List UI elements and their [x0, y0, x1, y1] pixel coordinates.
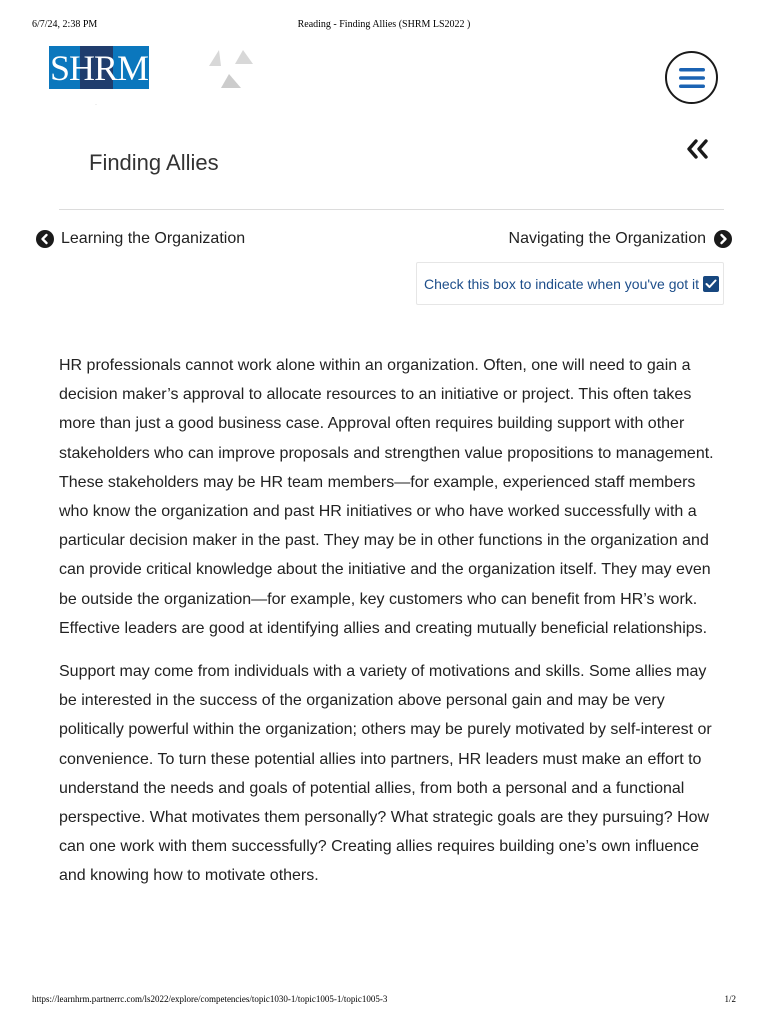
- faded-logo-mark-icon: [207, 46, 255, 90]
- circle-chevron-right-icon: [714, 230, 732, 248]
- completion-checkbox-panel[interactable]: [416, 262, 724, 305]
- print-document-title: Reading - Finding Allies (SHRM LS2022 ): [297, 19, 471, 30]
- logo-text: SHRM: [49, 47, 149, 88]
- shrm-logo[interactable]: [49, 46, 149, 89]
- hamburger-menu-icon: [679, 67, 705, 89]
- print-datetime: 6/7/24, 2:38 PM: [32, 19, 98, 30]
- decorative-dot: ·: [95, 102, 97, 108]
- print-page-number: 1/2: [724, 994, 736, 1004]
- header-divider: [59, 209, 724, 210]
- completion-checkbox[interactable]: [703, 276, 719, 292]
- circle-chevron-left-icon: [36, 230, 54, 248]
- body-paragraph: HR professionals cannot work alone within an organization. Often, one will need to gain a decision maker’s approval to allocate resources to an initiative or project. This often takes more than just a good business case. Approval often requires building support with other stakeholders who can improve proposals and strengthen value propositions to management. These stakeholders may be HR team members—for example, experienced staff members who know the organization and past HR initiatives or who have worked successfully with a particular decision maker in the past. They may be in other functions in the organization and can provide critical knowledge about the initiative and the organization itself. They may even be outside the organization—for example, key customers who can benefit from HR’s work. Effective leaders are good at identifying allies and creating mutually beneficial relationships.: [59, 357, 714, 637]
- checkmark-icon: [705, 279, 717, 289]
- completion-checkbox-label: Check this box to indicate when you've got it: [424, 275, 700, 292]
- next-topic-link[interactable]: [509, 229, 732, 249]
- print-url: https://learnhrm.partnerrc.com/ls2022/explore/competencies/topic1030-1/topic1005-1/topic1005-3: [32, 994, 388, 1004]
- print-header: [0, 19, 768, 33]
- double-chevron-left-icon: [685, 137, 711, 161]
- body-paragraph: Support may come from individuals with a variety of motivations and skills. Some allies may be interested in the success of the organization above personal gain and may be very politically powerful within the organization; others may be purely motivated by self-interest or convenience. To turn these potential allies into partners, HR leaders must make an effort to understand the needs and goals of potential allies, from both a personal and a functional perspective. What motivates them personally? What strategic goals are they pursuing? How can one work with them successfully? Creating allies requires building one’s own influence and knowing how to motivate others.: [59, 663, 712, 885]
- previous-topic-link[interactable]: [36, 229, 245, 249]
- previous-topic-label: Learning the Organization: [61, 230, 246, 247]
- reading-content: [59, 351, 724, 891]
- page-title: Finding Allies: [89, 150, 219, 175]
- main-menu-button[interactable]: [665, 51, 718, 104]
- next-topic-label: Navigating the Organization: [508, 230, 706, 247]
- collapse-sidebar-button[interactable]: [685, 137, 711, 161]
